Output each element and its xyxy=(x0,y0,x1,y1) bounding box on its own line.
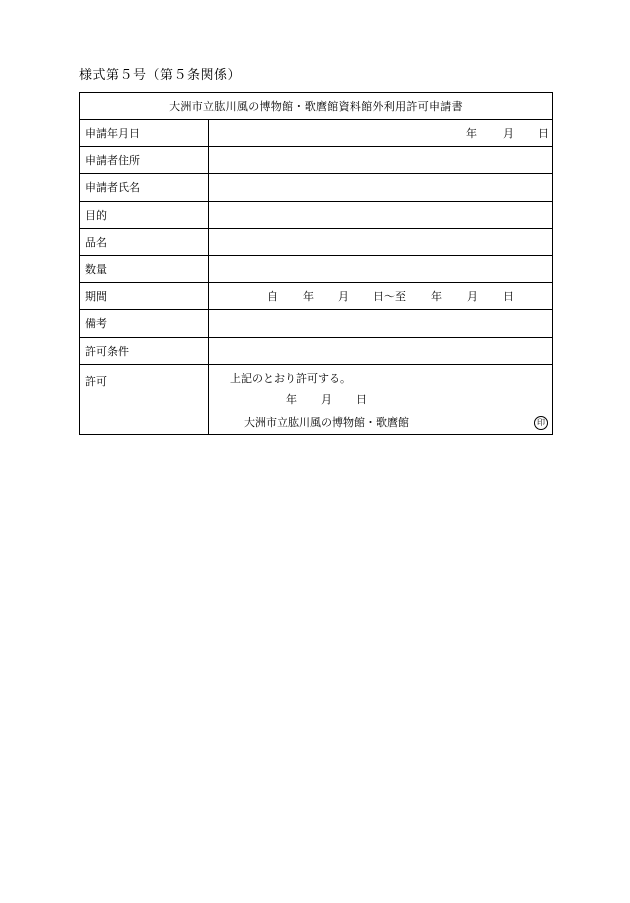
permit-month-unit: 月 xyxy=(321,392,332,406)
row-quantity xyxy=(80,255,553,282)
period-to-month: 月 xyxy=(467,290,478,304)
label-application-date: 申請年月日 xyxy=(80,120,209,147)
field-quantity[interactable] xyxy=(209,255,553,282)
period-to-year: 年 xyxy=(431,290,442,304)
date-month-unit: 月 xyxy=(503,127,514,140)
field-conditions[interactable] xyxy=(209,337,553,364)
form-title: 大洲市立肱川風の博物館・歌麿館資料館外利用許可申請書 xyxy=(80,93,553,120)
date-year-unit: 年 xyxy=(466,127,477,140)
field-remarks[interactable] xyxy=(209,310,553,337)
date-day-unit: 日 xyxy=(538,127,549,140)
permit-day-unit: 日 xyxy=(356,392,367,406)
row-applicant-name xyxy=(80,174,553,201)
row-application-date xyxy=(80,120,553,147)
label-quantity: 数量 xyxy=(80,255,209,282)
field-application-date[interactable] xyxy=(209,120,553,147)
form-number: 様式第５号（第５条関係） xyxy=(79,68,242,83)
seal-mark-icon: 印 xyxy=(534,416,548,430)
label-purpose: 目的 xyxy=(80,201,209,228)
label-remarks: 備考 xyxy=(80,310,209,337)
label-applicant-address: 申請者住所 xyxy=(80,147,209,174)
permit-statement: 上記のとおり許可する。 xyxy=(230,371,351,385)
field-purpose[interactable] xyxy=(209,201,553,228)
permit-year-unit: 年 xyxy=(286,392,297,406)
period-from-year: 年 xyxy=(303,290,314,304)
label-conditions: 許可条件 xyxy=(80,337,209,364)
field-item-name[interactable] xyxy=(209,228,553,255)
label-period: 期間 xyxy=(80,283,209,310)
application-form-table xyxy=(79,92,553,435)
label-item-name: 品名 xyxy=(80,228,209,255)
row-applicant-address xyxy=(80,147,553,174)
period-to-day: 日 xyxy=(503,290,514,304)
field-applicant-address[interactable] xyxy=(209,147,553,174)
field-permit xyxy=(209,364,553,434)
period-from-day-to: 日～至 xyxy=(373,290,406,304)
row-item-name xyxy=(80,228,553,255)
row-conditions xyxy=(80,337,553,364)
label-permit: 許可 xyxy=(80,364,209,434)
field-applicant-name[interactable] xyxy=(209,174,553,201)
row-purpose xyxy=(80,201,553,228)
permit-issuer: 大洲市立肱川風の博物館・歌麿館 xyxy=(244,415,409,429)
row-period xyxy=(80,283,553,310)
period-from: 自 xyxy=(267,290,278,304)
row-remarks xyxy=(80,310,553,337)
title-row xyxy=(80,93,553,120)
row-permit xyxy=(80,364,553,434)
label-applicant-name: 申請者氏名 xyxy=(80,174,209,201)
field-period[interactable] xyxy=(209,283,553,310)
period-from-month: 月 xyxy=(338,290,349,304)
